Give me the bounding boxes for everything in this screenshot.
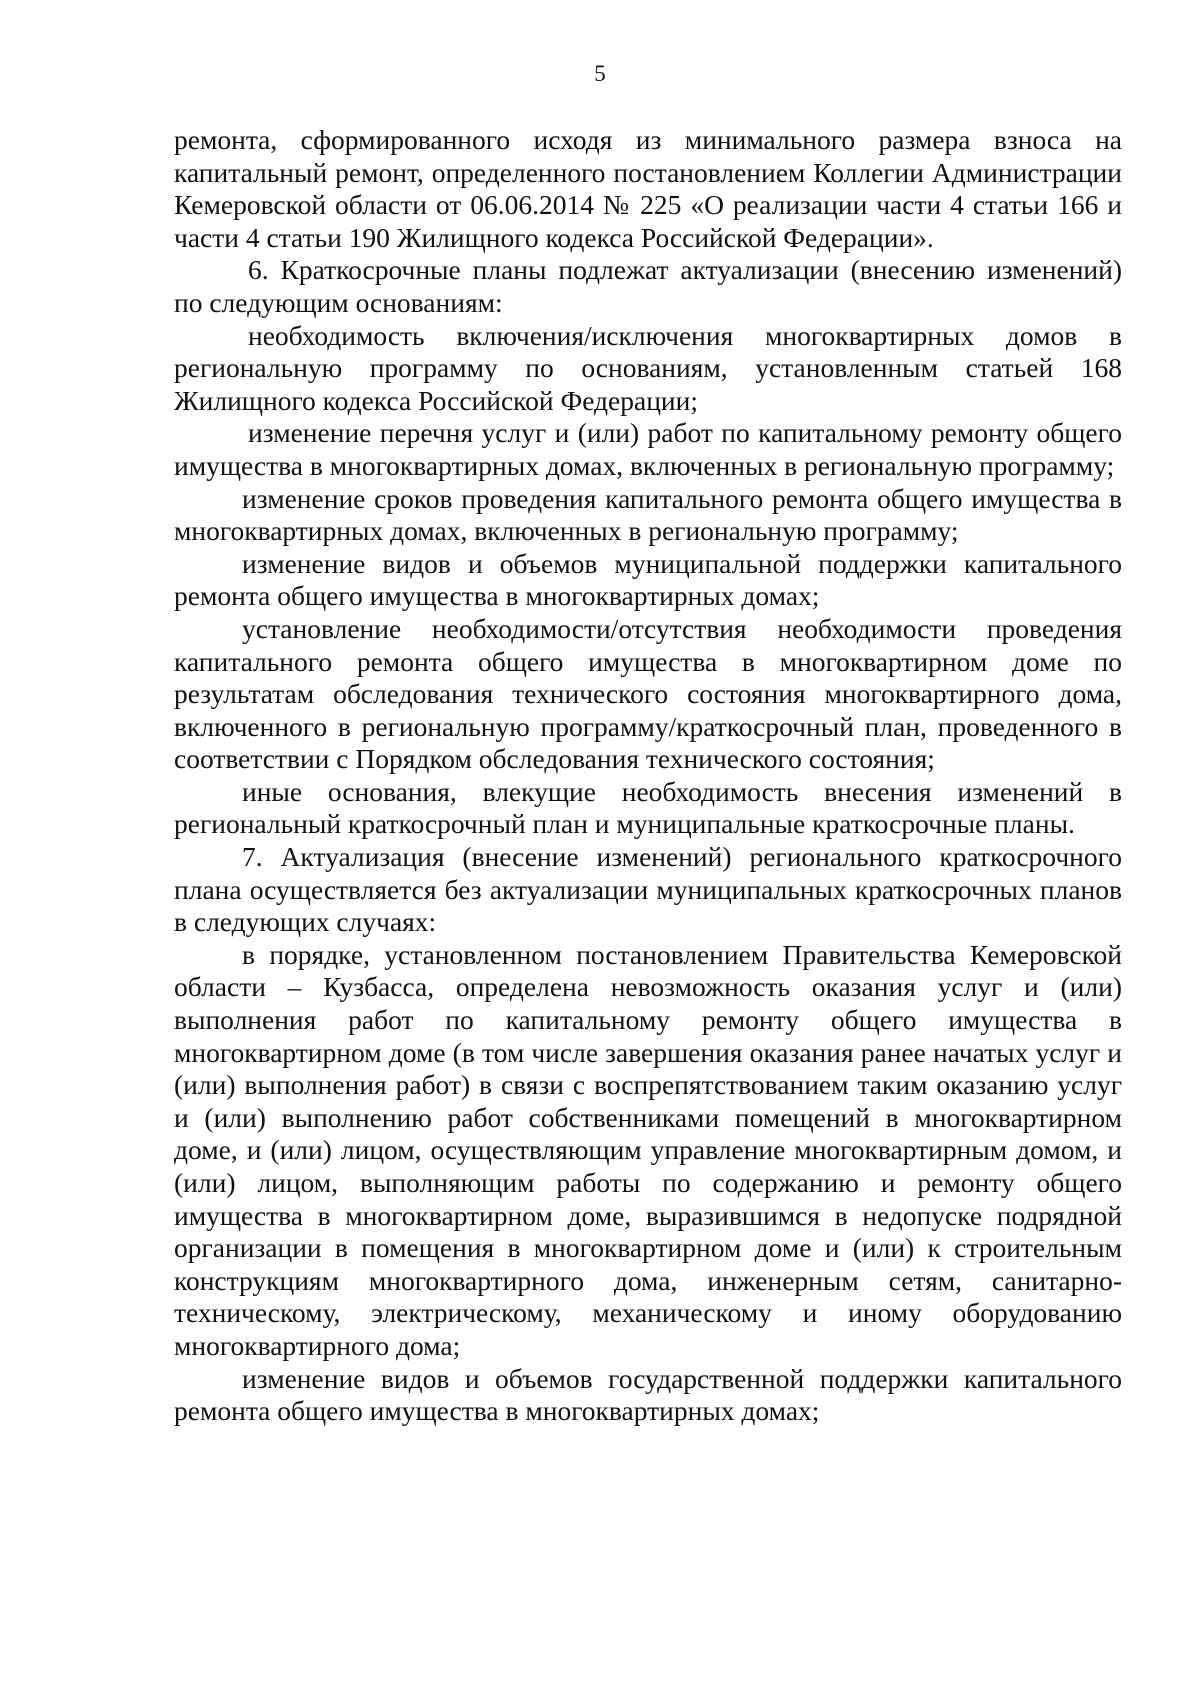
paragraph-continuation: ремонта, сформированного исходя из минимального размера взноса на капитальный ремонт, определенного постановлением Коллегии Администрации Кемеровской области от 06.06.2014 № 225 «О реализации части 4 статьи 166 и части 4 статьи 190 Жилищного кодекса Российской Федерации». [174,124,1122,253]
paragraph-basis-deadlines: изменение сроков проведения капитального ремонта общего имущества в многоквартирных домах, включенных в региональную программу; [174,482,1122,547]
paragraph-case-state-support: изменение видов и объемов государственной поддержки капитального ремонта общего имущества в многоквартирных домах; [174,1362,1122,1427]
paragraph-basis-services-list: изменение перечня услуг и (или) работ по капитальному ремонту общего имущества в многоквартирных домах, включенных в региональную программу; [174,417,1122,481]
paragraph-basis-other: иные основания, влекущие необходимость внесения изменений в региональный краткосрочный план и муниципальные краткосрочные планы. [174,775,1122,840]
document-body [174,124,1122,1428]
paragraph-item-7: 7. Актуализация (внесение изменений) регионального краткосрочного плана осуществляется без актуализации муниципальных краткосрочных планов в следующих случаях: [174,841,1122,938]
paragraph-basis-inspection: установление необходимости/отсутствия необходимости проведения капитального ремонта общего имущества в многоквартирном доме по результатам обследования технического состояния многоквартирного дома, включенного в региональную программу/краткосрочный план, проведенного в соответствии с Порядком обследования технического состояния; [174,612,1122,775]
page-number: 5 [594,61,606,86]
paragraph-basis-municipal-support: изменение видов и объемов муниципальной поддержки капитального ремонта общего имущества в многоквартирных домах; [174,547,1122,612]
paragraph-case-obstruction: в порядке, установленном постановлением Правительства Кемеровской области – Кузбасса, определена невозможность оказания услуг и (или) выполнения работ по капитальному ремонту общего имущества в многоквартирном доме (в том числе завершения оказания ранее начатых услуг и (или) выполнения работ) в связи с воспрепятствованием таким оказанию услуг и (или) выполнению работ собственниками помещений в многоквартирном доме, и (или) лицом, осуществляющим управление многоквартирным домом, и (или) лицом, выполняющим работы по содержанию и ремонту общего имущества в многоквартирном доме, выразившимся в недопуске подрядной организации в помещения в многоквартирном доме и (или) к строительным конструкциям многоквартирного дома, инженерным сетям, санитарно-техническому, электрическому, механическому и иному оборудованию многоквартирного дома; [174,938,1122,1361]
paragraph-item-6: 6. Краткосрочные планы подлежат актуализации (внесению изменений) по следующим основаниям: [174,254,1122,318]
paragraph-basis-inclusion: необходимость включения/исключения многоквартирных домов в региональную программу по основаниям, установленным статьей 168 Жилищного кодекса Российской Федерации; [174,319,1122,416]
